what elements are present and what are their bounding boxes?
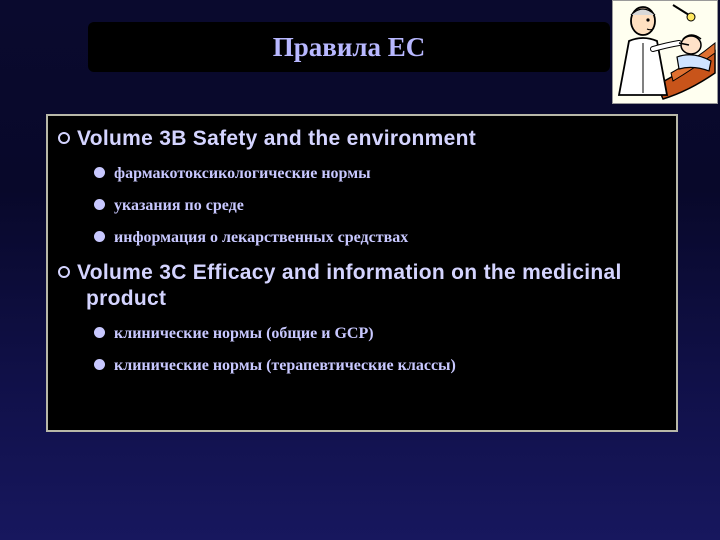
list-item-text: клинические нормы (терапевтические классы)	[114, 357, 456, 374]
list-item	[94, 164, 371, 184]
list-item	[94, 324, 374, 344]
list-item	[94, 356, 456, 376]
section-heading-text: Volume 3B Safety and the environment	[77, 127, 476, 150]
list-item-text: клинические нормы (общие и GCP)	[114, 325, 374, 342]
bullet-dot-icon	[94, 199, 105, 210]
dentist-with-patient-icon	[612, 0, 718, 104]
section-heading-text: Volume 3C Efficacy and information on the medicinal	[77, 261, 622, 284]
dentist-clipart-svg	[613, 1, 717, 103]
bullet-dot-icon	[94, 327, 105, 338]
content-box	[46, 114, 678, 432]
section-heading	[58, 126, 476, 152]
list-item	[94, 228, 408, 248]
slide-title: Правила ЕС	[272, 31, 426, 62]
list-item-text: указания по среде	[114, 197, 244, 214]
bullet-dot-icon	[94, 167, 105, 178]
section-heading-continuation: product	[86, 287, 167, 310]
list-item-text: фармакотоксикологические нормы	[114, 165, 371, 182]
list-item-text: информация о лекарственных средствах	[114, 229, 409, 246]
title-bar	[88, 22, 610, 72]
bullet-dot-icon	[94, 231, 105, 242]
hollow-bullet-icon	[58, 132, 70, 144]
bullet-dot-icon	[94, 359, 105, 370]
section-heading	[58, 260, 622, 312]
list-item	[94, 196, 244, 216]
hollow-bullet-icon	[58, 266, 70, 278]
